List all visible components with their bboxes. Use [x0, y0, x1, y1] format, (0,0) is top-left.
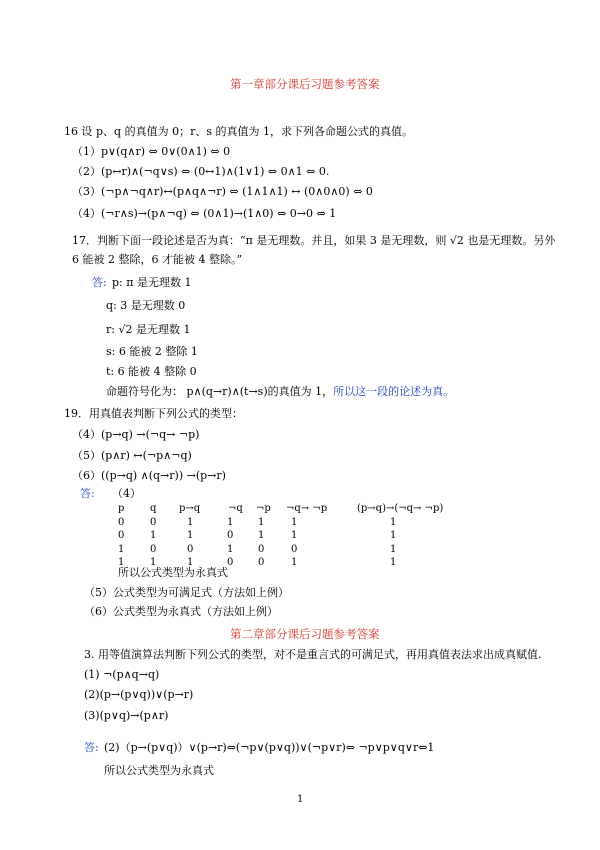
- q19-answer-item: （4）: [112, 487, 141, 500]
- chapter1-title: 第一章部分课后习题参考答案: [230, 77, 380, 91]
- table-cell: 1: [187, 516, 194, 528]
- q17-p-row: p: π 是无理数 1: [112, 276, 192, 289]
- table-cell: 1: [390, 530, 397, 541]
- table-cell: 0: [258, 557, 265, 568]
- q19-stem: 19．用真值表判断下列公式的类型：: [64, 407, 243, 420]
- q17-conclusion-prefix: 命题符号化为： p∧(q→r)∧(t→s)的真值为 1，: [106, 385, 334, 398]
- table-cell: 0: [150, 516, 157, 528]
- table-cell: 0: [150, 543, 157, 555]
- q16-item-4: （4）(¬r∧s)→(p∧¬q) ⇔ (0∧1)→(1∧0) ⇔ 0→0 ⇔ 1: [72, 207, 337, 220]
- table-cell: 1: [291, 557, 298, 568]
- table-cell: 1: [390, 543, 397, 555]
- table-cell: 0: [227, 557, 234, 568]
- table-cell: 1: [390, 557, 397, 568]
- table-header: (p→q)→(¬q→ ¬p): [357, 503, 444, 514]
- table-cell: 1: [291, 530, 298, 541]
- ch2-conclusion: 所以公式类型为永真式: [104, 764, 214, 777]
- table-header: ¬q→ ¬p: [286, 503, 328, 514]
- q17-q-row: q: 3 是无理数 0: [106, 299, 186, 312]
- table-cell: 0: [258, 543, 265, 555]
- table-cell: 1: [258, 516, 265, 528]
- table-cell: 0: [291, 543, 298, 555]
- table-cell: 1: [118, 543, 125, 555]
- table-cell: 1: [390, 516, 397, 528]
- ch2-answer-text: (2)（p→(p∨q)）∨(p→r)⇔(¬p∨(p∨q))∨(¬p∨r)⇔ ¬p∨p∨q∨r⇔1: [104, 741, 435, 754]
- table-cell: 0: [118, 530, 125, 541]
- table-header: p→q: [179, 503, 201, 514]
- q16-stem: 16 设 p、q 的真值为 0；r、s 的真值为 1，求下列各命题公式的真值。: [64, 125, 413, 138]
- table-cell: 1: [187, 530, 194, 541]
- q19-conclusion-4: 所以公式类型为永真式: [118, 566, 228, 579]
- q16-item-2: （2）(p↔r)∧(¬q∨s) ⇔ (0↔1)∧(1∨1) ⇔ 0∧1 ⇔ 0.: [72, 165, 330, 178]
- q17-answer-label: 答:: [92, 276, 107, 289]
- table-cell: 1: [258, 530, 265, 541]
- q19-answer-label: 答:: [80, 487, 95, 500]
- q19-item-4: （4）(p→q) →(¬q→ ¬p): [72, 428, 200, 441]
- ch2-q3-item-1: (1) ¬(p∧q→q): [84, 668, 160, 681]
- ch2-q3-stem: 3. 用等值演算法判断下列公式的类型，对不是重言式的可满足式，再用真值表法求出成真赋值.: [84, 648, 542, 661]
- table-header: ¬p: [256, 503, 271, 514]
- table-header: ¬q: [228, 503, 243, 514]
- table-cell: 1: [150, 530, 157, 541]
- q16-item-1: （1）p∨(q∧r) ⇔ 0∨(0∧1) ⇔ 0: [72, 145, 231, 158]
- table-cell: 1: [291, 516, 298, 528]
- q17-s-row: s: 6 能被 2 整除 1: [106, 345, 198, 358]
- table-cell: 0: [227, 530, 234, 541]
- table-header: p: [118, 503, 125, 514]
- ch2-q3-item-2: (2)(p→(p∨q))∨(p→r): [84, 688, 194, 701]
- table-cell: 1: [227, 543, 234, 555]
- q17-stem-line1: 17．判断下面一段论述是否为真：“π 是无理数。并且，如果 3 是无理数，则 √2 也是无理数。另外: [72, 234, 556, 247]
- q16-item-3: （3）(¬p∧¬q∧r)↔(p∧q∧¬r) ⇔ (1∧1∧1) ↔ (0∧0∧0) ⇔ 0: [72, 185, 373, 198]
- q17-t-row: t: 6 能被 4 整除 0: [106, 365, 197, 378]
- page-number: 1: [297, 794, 304, 805]
- q17-conclusion-highlight: 所以这一段的论述为真。: [333, 385, 455, 398]
- q19-conclusion-5: （5）公式类型为可满足式（方法如上例）: [84, 586, 289, 599]
- table-cell: 0: [118, 516, 125, 528]
- ch2-answer-label: 答:: [84, 741, 99, 754]
- q17-conclusion: [106, 385, 454, 399]
- ch2-q3-item-3: (3)(p∨q)→(p∧r): [84, 709, 169, 722]
- table-cell: 1: [187, 557, 194, 568]
- q17-stem-line2: 6 能被 2 整除，6 才能被 4 整除。”: [72, 253, 243, 266]
- q19-conclusion-6: （6）公式类型为永真式（方法如上例）: [84, 605, 278, 618]
- q19-item-6: （6）((p→q) ∧(q→r)) →(p→r): [72, 469, 226, 482]
- table-header: q: [150, 503, 157, 514]
- table-cell: 1: [118, 557, 125, 568]
- table-cell: 1: [227, 516, 234, 528]
- table-cell: 1: [150, 557, 157, 568]
- chapter2-title: 第二章部分课后习题参考答案: [230, 627, 380, 641]
- table-cell: 0: [187, 543, 194, 555]
- q19-item-5: （5）(p∧r) ↔(¬p∧¬q): [72, 449, 192, 462]
- q17-r-row: r: √2 是无理数 1: [106, 323, 191, 336]
